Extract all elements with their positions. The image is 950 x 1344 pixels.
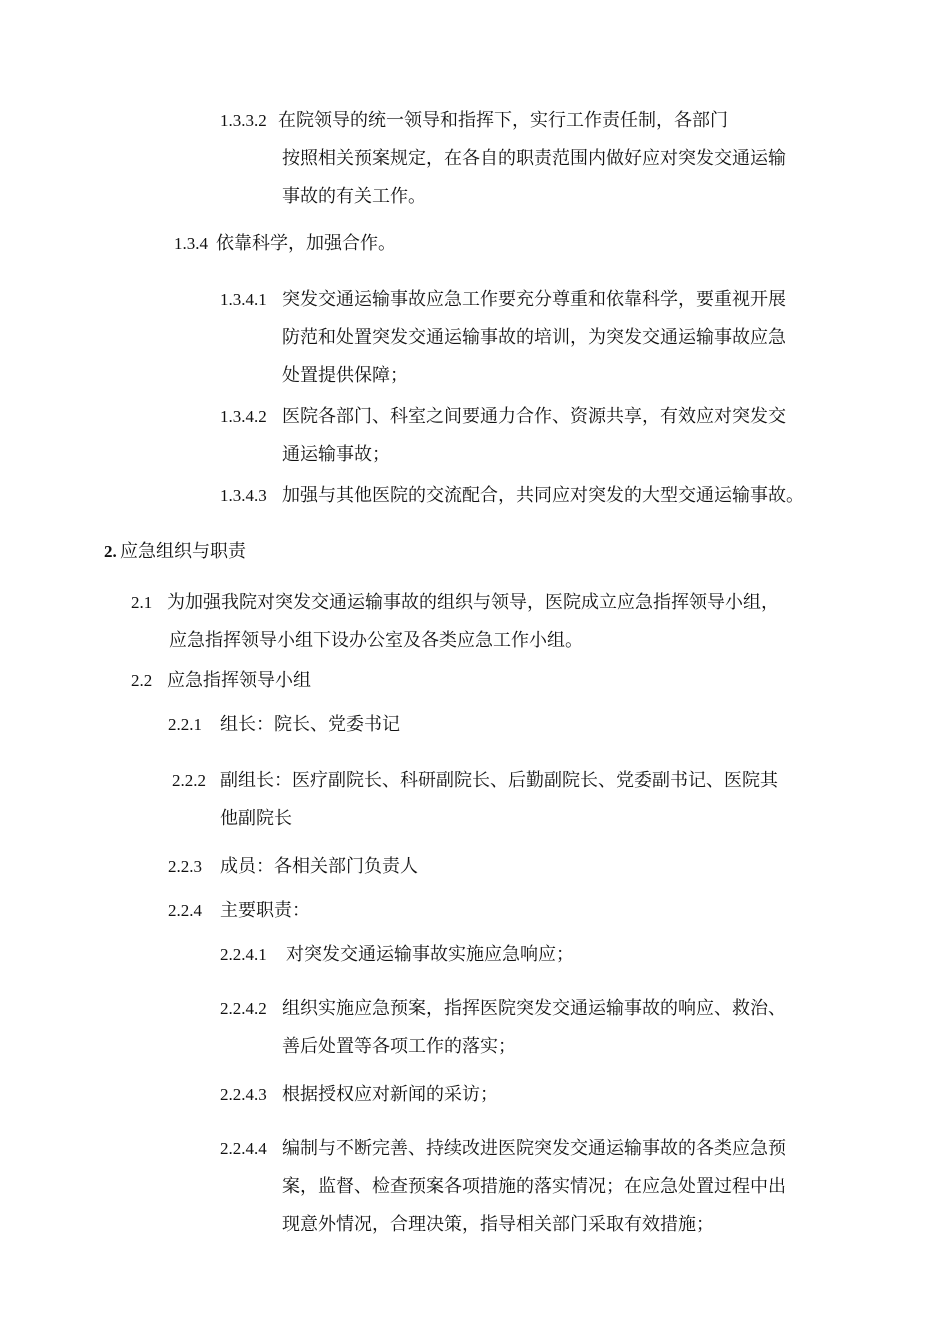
clause-2-2-4 — [168, 892, 568, 930]
clause-text-line: 案，监督、检查预案各项措施的落实情况；在应急处置过程中出 — [282, 1176, 786, 1197]
clause-1-3-4-2 — [220, 398, 880, 474]
clause-2-2-4-3 — [220, 1076, 820, 1114]
clause-text-line: 加强与其他医院的交流配合，共同应对突发的大型交通运输事故。 — [282, 485, 804, 506]
clause-text-line: 处置提供保障； — [282, 365, 408, 386]
clause-text-line: 成员：各相关部门负责人 — [220, 856, 418, 877]
clause-2-2-4-4 — [220, 1130, 880, 1244]
clause-text-line: 组织实施应急预案，指挥医院突发交通运输事故的响应、救治、 — [282, 998, 786, 1019]
clause-text-line: 应急指挥领导小组下设办公室及各类应急工作小组。 — [169, 630, 583, 651]
clause-text-line: 按照相关预案规定，在各自的职责范围内做好应对突发交通运输 — [282, 148, 786, 169]
clause-number: 2.2.4.2 — [220, 999, 267, 1018]
clause-text-line: 现意外情况，合理决策，指导相关部门采取有效措施； — [282, 1214, 714, 1235]
clause-number: 2.2.4 — [168, 901, 202, 920]
clause-text-line: 编制与不断完善、持续改进医院突发交通运输事故的各类应急预 — [282, 1138, 786, 1159]
clause-text-line: 对突发交通运输事故实施应急响应； — [286, 944, 574, 965]
clause-number: 2.2.3 — [168, 857, 202, 876]
clause-2-2-2 — [172, 762, 872, 838]
clause-text-line: 事故的有关工作。 — [282, 186, 426, 207]
clause-text-line: 他副院长 — [220, 808, 292, 829]
clause-text-line: 应急指挥领导小组 — [167, 670, 311, 691]
clause-text-line: 突发交通运输事故应急工作要充分尊重和依靠科学，要重视开展 — [282, 289, 786, 310]
clause-number: 1.3.4.1 — [220, 290, 267, 309]
clause-text-line: 依靠科学，加强合作。 — [216, 233, 396, 254]
clause-2-2 — [131, 662, 531, 700]
clause-1-3-4-3 — [220, 477, 920, 515]
clause-2-2-4-2 — [220, 990, 880, 1066]
clause-number: 1.3.4 — [174, 234, 208, 253]
clause-text-line: 副组长：医疗副院长、科研副院长、后勤副院长、党委副书记、医院其 — [220, 770, 778, 791]
clause-2-2-4-1 — [220, 936, 820, 974]
section-title: 应急组织与职责 — [120, 541, 246, 562]
clause-text-line: 医院各部门、科室之间要通力合作、资源共享，有效应对突发交 — [282, 406, 786, 427]
clause-2-2-3 — [168, 848, 568, 886]
clause-number: 2.2.2 — [172, 771, 206, 790]
clause-1-3-4-1 — [220, 281, 880, 395]
section-number: 2. — [104, 542, 117, 561]
clause-number: 2.2 — [131, 671, 153, 690]
clause-number: 2.1 — [131, 593, 153, 612]
clause-2-2-1 — [168, 706, 568, 744]
clause-1-3-4 — [174, 225, 574, 263]
clause-text-line: 组长：院长、党委书记 — [220, 714, 400, 735]
clause-number: 2.2.4.4 — [220, 1139, 267, 1158]
clause-number: 2.2.1 — [168, 715, 202, 734]
clause-text-line: 为加强我院对突发交通运输事故的组织与领导，医院成立应急指挥领导小组， — [167, 592, 779, 613]
clause-number: 1.3.3.2 — [220, 111, 267, 130]
clause-text-line: 在院领导的统一领导和指挥下，实行工作责任制，各部门 — [278, 110, 728, 131]
clause-text-line: 主要职责： — [220, 900, 310, 921]
clause-number: 2.2.4.1 — [220, 945, 267, 964]
clause-text-line: 善后处置等各项工作的落实； — [282, 1036, 516, 1057]
clause-text-line: 防范和处置突发交通运输事故的培训，为突发交通运输事故应急 — [282, 327, 786, 348]
clause-2-1 — [131, 584, 891, 660]
section-heading-2 — [104, 533, 404, 571]
clause-number: 1.3.4.3 — [220, 486, 267, 505]
clause-text-line: 根据授权应对新闻的采访； — [282, 1084, 498, 1105]
clause-text-line: 通运输事故； — [282, 444, 390, 465]
clause-number: 2.2.4.3 — [220, 1085, 267, 1104]
clause-number: 1.3.4.2 — [220, 407, 267, 426]
clause-1-3-3-2 — [220, 102, 880, 216]
